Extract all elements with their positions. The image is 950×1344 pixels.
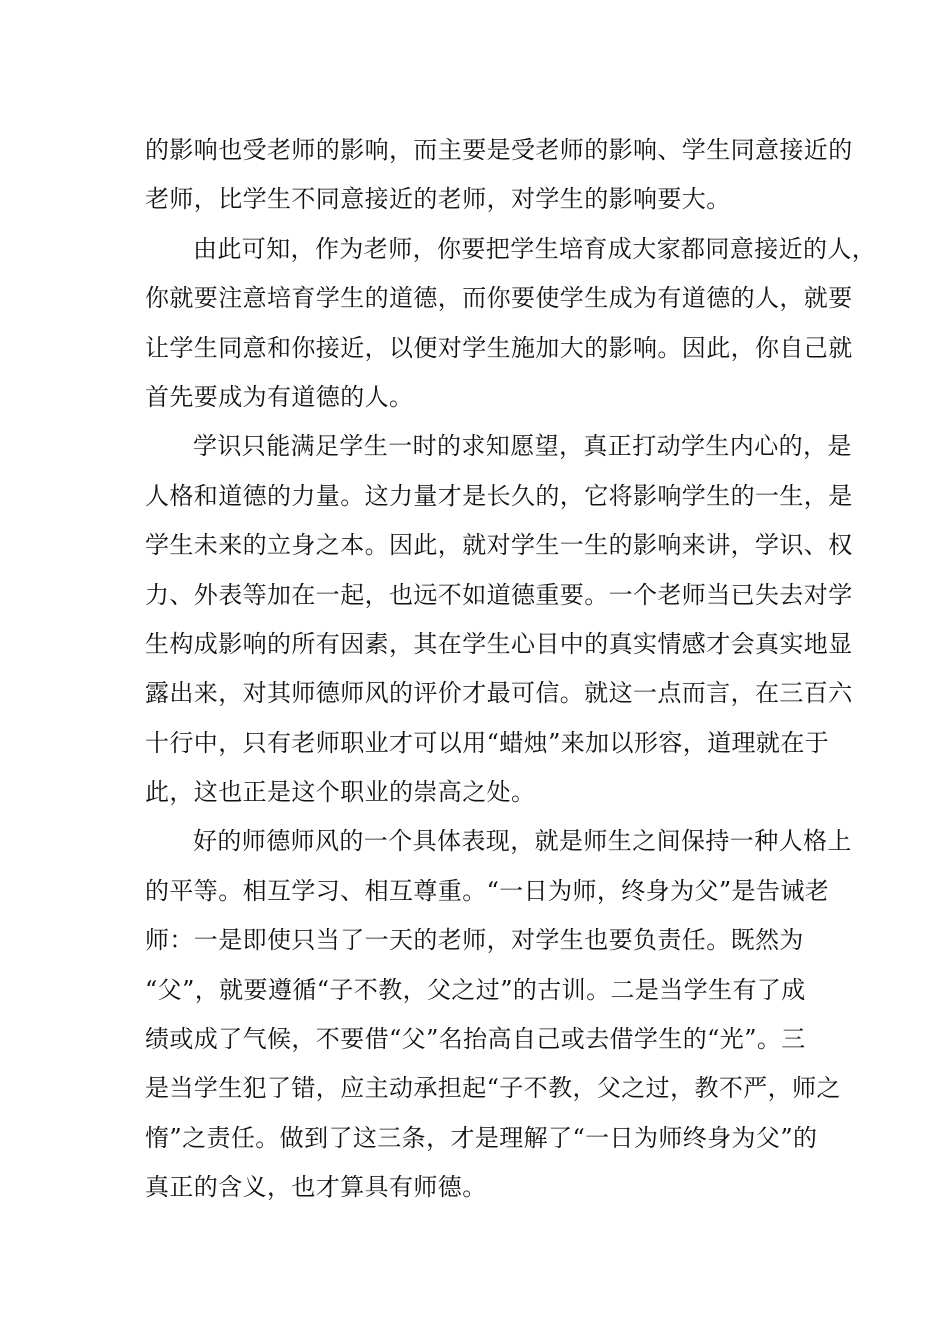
text-line: 老师，比学生不同意接近的老师，对学生的影响要大。 xyxy=(145,185,731,214)
paragraph xyxy=(145,126,853,225)
text-line: 学识只能满足学生一时的求知愿望，真正打动学生内心的，是 xyxy=(193,432,852,461)
paragraph xyxy=(145,225,877,423)
text-line: 首先要成为有道德的人。 xyxy=(145,382,414,411)
text-line: 生构成影响的所有因素，其在学生心目中的真实情感才会真实地显 xyxy=(145,629,853,658)
text-line: 学生未来的立身之本。因此，就对学生一生的影响来讲，学识、权 xyxy=(145,531,853,560)
text-line: 的影响也受老师的影响，而主要是受老师的影响、学生同意接近的 xyxy=(145,136,853,164)
text-line: 绩或成了气候，不要借“父”名抬高自己或去借学生的“光”。三 xyxy=(145,1025,806,1054)
text-line: 的平等。相互学习、相互尊重。“一日为师，终身为父”是告诫老 xyxy=(145,876,830,905)
text-line: 是当学生犯了错，应主动承担起“子不教，父之过，教不严，师之 xyxy=(145,1074,841,1103)
text-line: 此，这也正是这个职业的崇高之处。 xyxy=(145,778,536,807)
paragraph xyxy=(145,817,852,1212)
paragraph xyxy=(145,422,853,817)
text-line: 好的师德师风的一个具体表现，就是师生之间保持一种人格上 xyxy=(193,827,852,856)
text-line: 师：一是即使只当了一天的老师，对学生也要负责任。既然为 xyxy=(145,926,804,955)
text-line: 惰”之责任。做到了这三条，才是理解了“一日为师终身为父”的 xyxy=(145,1123,818,1152)
text-line: “父”，就要遵循“子不教，父之过”的古训。二是当学生有了成 xyxy=(145,975,806,1004)
text-line: 让学生同意和你接近，以便对学生施加大的影响。因此，你自己就 xyxy=(145,333,853,362)
text-line: 真正的含义，也才算具有师德。 xyxy=(145,1173,487,1202)
text-line: 由此可知，作为老师，你要把学生培育成大家都同意接近的人， xyxy=(193,234,877,263)
text-line: 力、外表等加在一起，也远不如道德重要。一个老师当已失去对学 xyxy=(145,580,853,609)
text-line: 露出来，对其师德师风的评价才最可信。就这一点而言，在三百六 xyxy=(145,679,853,708)
text-line: 十行中，只有老师职业才可以用“蜡烛”来加以形容，道理就在于 xyxy=(145,728,830,757)
body-text xyxy=(145,126,877,1213)
text-line: 人格和道德的力量。这力量才是长久的，它将影响学生的一生，是 xyxy=(145,481,853,510)
text-line: 你就要注意培育学生的道德，而你要使学生成为有道德的人，就要 xyxy=(145,284,853,313)
